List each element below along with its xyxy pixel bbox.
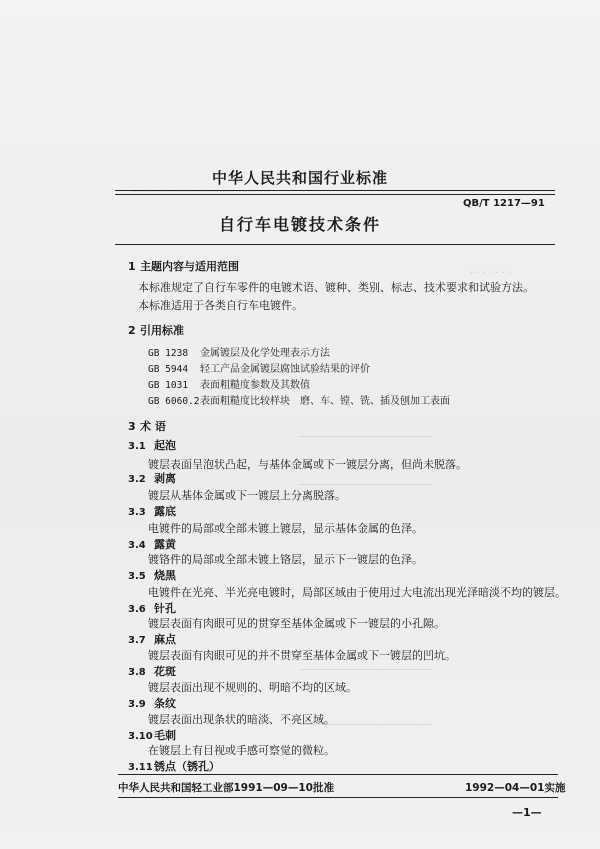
term-name: 条纹 [154, 697, 176, 710]
reference-text: 表面粗糙度参数及其数值 [200, 380, 310, 391]
term-heading [128, 663, 176, 679]
term-number: 3.9 [128, 699, 146, 710]
page-number: —1— [512, 806, 542, 819]
approval-note: 中华人民共和国轻工业部1991—09—10批准 [118, 782, 334, 794]
term-name: 针孔 [154, 602, 176, 615]
term-number: 3.7 [128, 635, 146, 646]
bleed-through-text: ············································ [130, 187, 270, 198]
bleed-through-table: ┄┄┄┄┄┄┄┄┄┄┄┄┄┄┄┄┄┄┄┄┄┄ [300, 480, 433, 491]
section-number: 1 [128, 260, 136, 273]
term-number: 3.11 [128, 762, 153, 773]
section-heading-terms [128, 418, 166, 434]
reference-item [148, 392, 450, 407]
term-definition: 镀层表面有肉眼可见的贯穿至基体金属或下一镀层的小孔隙。 [148, 617, 445, 630]
scope-paragraph: 本标准规定了自行车零件的电镀术语、镀种、类别、标志、技术要求和试验方法。 [138, 281, 534, 294]
bleed-through-table: ┄┄┄┄┄┄┄┄┄┄┄┄┄┄┄┄┄┄┄┄┄┄ [300, 720, 433, 731]
section-title: 引用标准 [140, 324, 184, 337]
standard-code: QB/T 1217—91 [463, 198, 545, 209]
term-heading [128, 600, 176, 616]
term-definition: 镀层表面有肉眼可见的并不贯穿至基体金属或下一镀层的凹坑。 [148, 649, 456, 662]
term-definition: 在镀层上有目视或手感可察觉的微粒。 [148, 744, 335, 757]
term-definition: 镀层表面出现不规则的、明暗不均的区域。 [148, 681, 357, 694]
reference-text: 表面粗糙度比较样块 磨、车、镗、铣、插及刨加工表面 [200, 396, 450, 407]
reference-item [148, 344, 330, 359]
reference-code: GB 6060.2 [148, 396, 200, 407]
reference-code: GB 1238 [148, 348, 189, 359]
reference-code: GB 5944 [148, 364, 189, 375]
header-rule-top [115, 190, 555, 191]
term-number: 3.8 [128, 667, 146, 678]
term-name: 锈点（锈孔） [154, 760, 220, 773]
document-title: 自行车电镀技术条件 [218, 215, 381, 234]
section-number: 3 [128, 420, 136, 433]
bleed-through-table: ┄┄┄┄┄┄┄┄┄┄┄┄┄┄┄┄┄┄┄┄┄┄ [300, 665, 433, 676]
scope-paragraph: 本标准适用于各类自行车电镀件。 [138, 299, 303, 312]
term-heading [128, 727, 176, 743]
footer-rule-bottom [118, 797, 558, 798]
term-definition: 镀铬件的局部或全部未镀上铬层，显示下一镀层的色泽。 [148, 553, 423, 566]
term-number: 3.10 [128, 731, 153, 742]
term-heading [128, 567, 176, 583]
term-name: 起泡 [154, 439, 176, 452]
term-number: 3.1 [128, 441, 146, 452]
effective-date: 1992—04—01实施 [465, 782, 566, 794]
term-heading [128, 758, 220, 774]
section-heading-references [128, 322, 184, 338]
term-name: 花斑 [154, 665, 176, 678]
term-heading [128, 631, 176, 647]
term-number: 3.2 [128, 474, 146, 485]
term-number: 3.4 [128, 540, 146, 551]
term-definition: 镀层表面呈泡状凸起，与基体金属或下一镀层分离，但尚未脱落。 [148, 458, 467, 471]
term-number: 3.6 [128, 604, 146, 615]
term-number: 3.5 [128, 571, 146, 582]
authority-title: 中华人民共和国行业标准 [211, 169, 388, 187]
bleed-through-text: · · · · · · · [470, 268, 512, 279]
term-heading [128, 470, 176, 486]
term-name: 麻点 [154, 633, 176, 646]
header-rule-bottom [115, 194, 555, 195]
term-name: 烧黑 [154, 569, 176, 582]
section-number: 2 [128, 324, 136, 337]
reference-item [148, 376, 310, 391]
section-heading-scope [128, 258, 239, 274]
term-heading [128, 695, 176, 711]
term-definition: 镀层表面出现条状的暗淡、不亮区域。 [148, 713, 335, 726]
term-name: 剥离 [154, 472, 176, 485]
section-title: 主题内容与适用范围 [140, 260, 239, 273]
term-definition: 镀层从基体金属或下一镀层上分离脱落。 [148, 489, 346, 502]
term-definition: 电镀件在光亮、半光亮电镀时，局部区域由于使用过大电流出现光泽暗淡不均的镀层。 [148, 586, 566, 599]
term-heading [128, 536, 176, 552]
term-heading [128, 437, 176, 453]
bleed-through-table: ┄┄┄┄┄┄┄┄┄┄┄┄┄┄┄┄┄┄┄┄┄┄ [300, 432, 433, 443]
term-number: 3.3 [128, 507, 146, 518]
term-heading [128, 503, 176, 519]
term-name: 露黄 [154, 538, 176, 551]
footer-rule [118, 774, 558, 775]
term-name: 露底 [154, 505, 176, 518]
term-definition: 电镀件的局部或全部未镀上镀层，显示基体金属的色泽。 [148, 522, 423, 535]
reference-item [148, 360, 370, 375]
reference-text: 轻工产品金属镀层腐蚀试验结果的评价 [200, 364, 370, 375]
reference-text: 金属镀层及化学处理表示方法 [200, 348, 330, 359]
title-rule [115, 244, 555, 245]
term-name: 毛刺 [154, 729, 176, 742]
reference-code: GB 1031 [148, 380, 189, 391]
section-title: 术 语 [140, 420, 166, 433]
